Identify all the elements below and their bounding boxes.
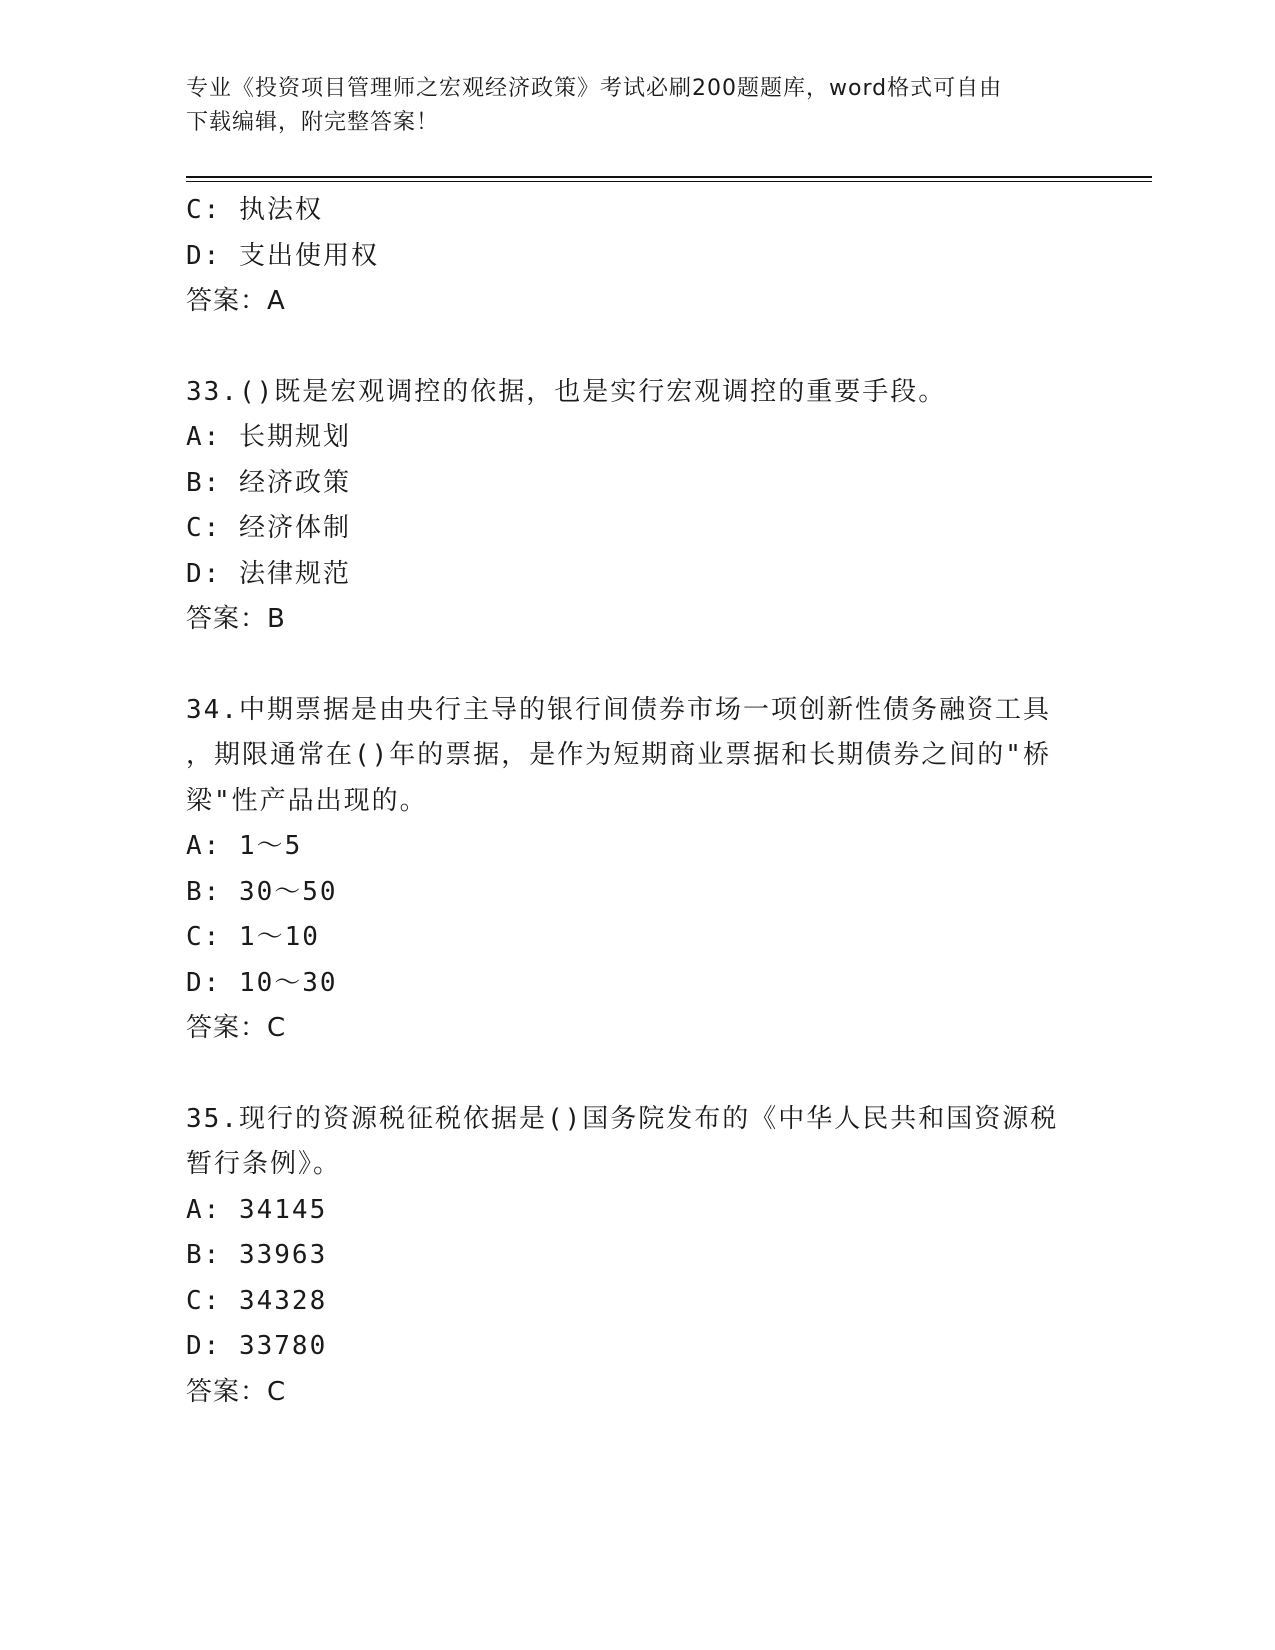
option-d: D: 支出使用权 bbox=[186, 240, 379, 271]
option-b: B: 33963 bbox=[186, 1240, 328, 1270]
question-stem-line-1: 34.中期票据是由央行主导的银行间债券市场一项创新性债务融资工具 bbox=[186, 694, 1051, 725]
option-d: D: 法律规范 bbox=[186, 558, 351, 589]
header-line-1: 专业《投资项目管理师之宏观经济政策》考试必刷200题题库，word格式可自由 bbox=[186, 76, 1003, 101]
answer-label: 答案：C bbox=[186, 1013, 287, 1043]
question-block-32 bbox=[186, 188, 1086, 325]
question-stem-line-2: ，期限通常在()年的票据，是作为短期商业票据和长期债券之间的"桥 bbox=[186, 740, 1051, 770]
question-stem: 33.()既是宏观调控的依据，也是实行宏观调控的重要手段。 bbox=[186, 376, 947, 407]
page-header bbox=[186, 72, 1066, 140]
question-block-34 bbox=[186, 688, 1086, 1052]
question-stem-line-3: 梁"性产品出现的。 bbox=[186, 785, 428, 816]
option-d: D: 33780 bbox=[186, 1331, 328, 1361]
option-b: B: 30～50 bbox=[186, 876, 338, 907]
option-c: C: 经济体制 bbox=[186, 513, 351, 543]
answer-label: 答案：A bbox=[186, 286, 286, 316]
question-stem-line-2: 暂行条例》。 bbox=[186, 1149, 342, 1179]
header-divider-thin bbox=[186, 181, 1152, 182]
question-stem-line-1: 35.现行的资源税征税依据是()国务院发布的《中华人民共和国资源税 bbox=[186, 1103, 1059, 1134]
option-d: D: 10～30 bbox=[186, 967, 338, 998]
option-c: C: 1～10 bbox=[186, 922, 320, 952]
option-a: A: 1～5 bbox=[186, 831, 303, 861]
option-b: B: 经济政策 bbox=[186, 467, 351, 498]
option-c: C: 34328 bbox=[186, 1285, 328, 1316]
option-a: A: 长期规划 bbox=[186, 422, 351, 452]
header-line-2: 下载编辑，附完整答案！ bbox=[186, 110, 440, 135]
answer-label: 答案：B bbox=[186, 604, 286, 634]
option-c: C: 执法权 bbox=[186, 195, 323, 225]
answer-label: 答案：C bbox=[186, 1376, 287, 1407]
question-block-35 bbox=[186, 1097, 1086, 1416]
header-divider-thick bbox=[186, 176, 1152, 178]
question-block-33 bbox=[186, 370, 1086, 643]
option-a: A: 34145 bbox=[186, 1194, 328, 1225]
question-list bbox=[186, 188, 1086, 1415]
